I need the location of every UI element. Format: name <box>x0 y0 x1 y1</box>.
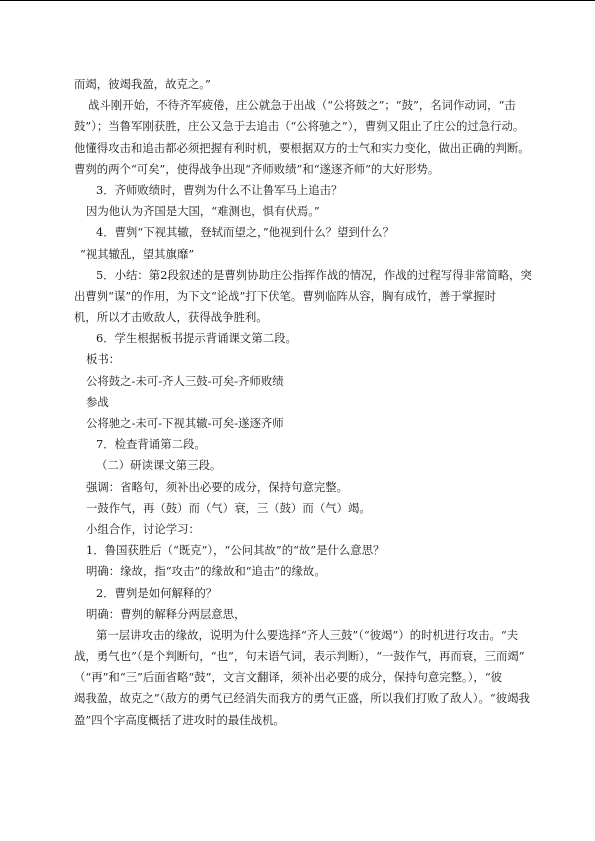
emphasis-note: 强调：省略句，须补出必要的成分，保持句意完整。 <box>86 479 348 494</box>
group-discussion: 小组合作，讨论学习： <box>86 521 200 536</box>
board-line-3: 公将驰之-未可-下视其辙-可矣-遂逐齐师 <box>86 416 284 430</box>
top-border-line <box>0 0 595 1</box>
text-line: 盈”四个字高度概括了进攻时的最佳战机。 <box>74 712 285 727</box>
text-line: 一鼓作气，再（鼓）而（气）衰，三（鼓）而（气）竭。 <box>86 500 371 515</box>
text-line: 而竭，彼竭我盈，故克之。” <box>74 77 211 91</box>
text-line: 战斗刚开始，不待齐军疲倦，庄公就急于出战（“公将鼓之”；“鼓”，名词作动词，“击 <box>88 98 516 113</box>
text-line: 机，所以才击败敌人，获得战争胜利。 <box>74 310 268 325</box>
question-1: 1．鲁国获胜后（“既克”），“公问其故”的“故”是什么意思？ <box>86 543 385 558</box>
question-4: 4．曹刿“下视其辙，登轼而望之，”他视到什么？望到什么？ <box>96 225 394 240</box>
answer-1: 明确：缘故，指“攻击”的缘故和“追击”的缘故。 <box>86 564 326 579</box>
text-line: 第一层讲攻击的缘故，说明为什么要选择“齐人三鼓”（“彼竭”）的时机进行攻击。“夫 <box>96 627 519 642</box>
item-6: 6．学生根据板书提示背诵课文第二段。 <box>96 331 297 346</box>
board-label: 板书： <box>86 352 121 367</box>
answer-2: 明确：曹刿的解释分两层意思， <box>86 606 246 621</box>
document-page <box>74 74 540 731</box>
answer-4: “视其辙乱，望其旗靡” <box>80 246 195 261</box>
board-line-1: 公将鼓之-未可-齐人三鼓-可矣-齐师败绩 <box>86 373 284 388</box>
text-line: （“再”和“三”后面省略“鼓”，文言文翻译，须补出必要的成分，保持句意完整。），“彼 <box>74 670 503 685</box>
section-heading: （二）研读课文第三段。 <box>96 458 222 473</box>
text-line: 他懂得攻击和追击都必须把握有利时机，要根据双方的士气和实力变化，做出正确的判断。 <box>74 140 530 155</box>
question-3: 3．齐师败绩时，曹刿为什么不让鲁军马上追击？ <box>96 182 343 197</box>
answer-3: 因为他认为齐国是大国，“难测也，惧有伏焉。” <box>86 204 320 219</box>
text-line: 鼓”）；当鲁军刚获胜，庄公又急于去追击（“公将驰之”），曹刿又阻止了庄公的过急行动。 <box>74 119 525 134</box>
text-line: 出曹刿“谋”的作用，为下文“论战”打下伏笔。曹刿临阵从容，胸有成竹，善于掌握时 <box>74 288 496 303</box>
item-7: 7．检查背诵第二段。 <box>96 437 206 452</box>
summary-5: 5．小结：第2段叙述的是曹刿协助庄公指挥作战的情况，作战的过程写得非常简略，突 <box>96 267 532 282</box>
text-line: 曹刿的两个“可矣”，使得战争出现“齐师败绩”和“遂逐齐师”的大好形势。 <box>74 161 440 176</box>
text-line: 战，勇气也”（是个判断句，“也”，句末语气词，表示判断），“一鼓作气，再而衰，三而竭” <box>74 649 525 664</box>
text-line: 竭我盈，故克之”（敌方的勇气已经消失而我方的勇气正盛，所以我们打败了敌人）。“彼竭我 <box>74 691 530 706</box>
question-2: 2．曹刿是如何解释的？ <box>96 585 218 600</box>
board-line-2: 参战 <box>86 394 109 409</box>
